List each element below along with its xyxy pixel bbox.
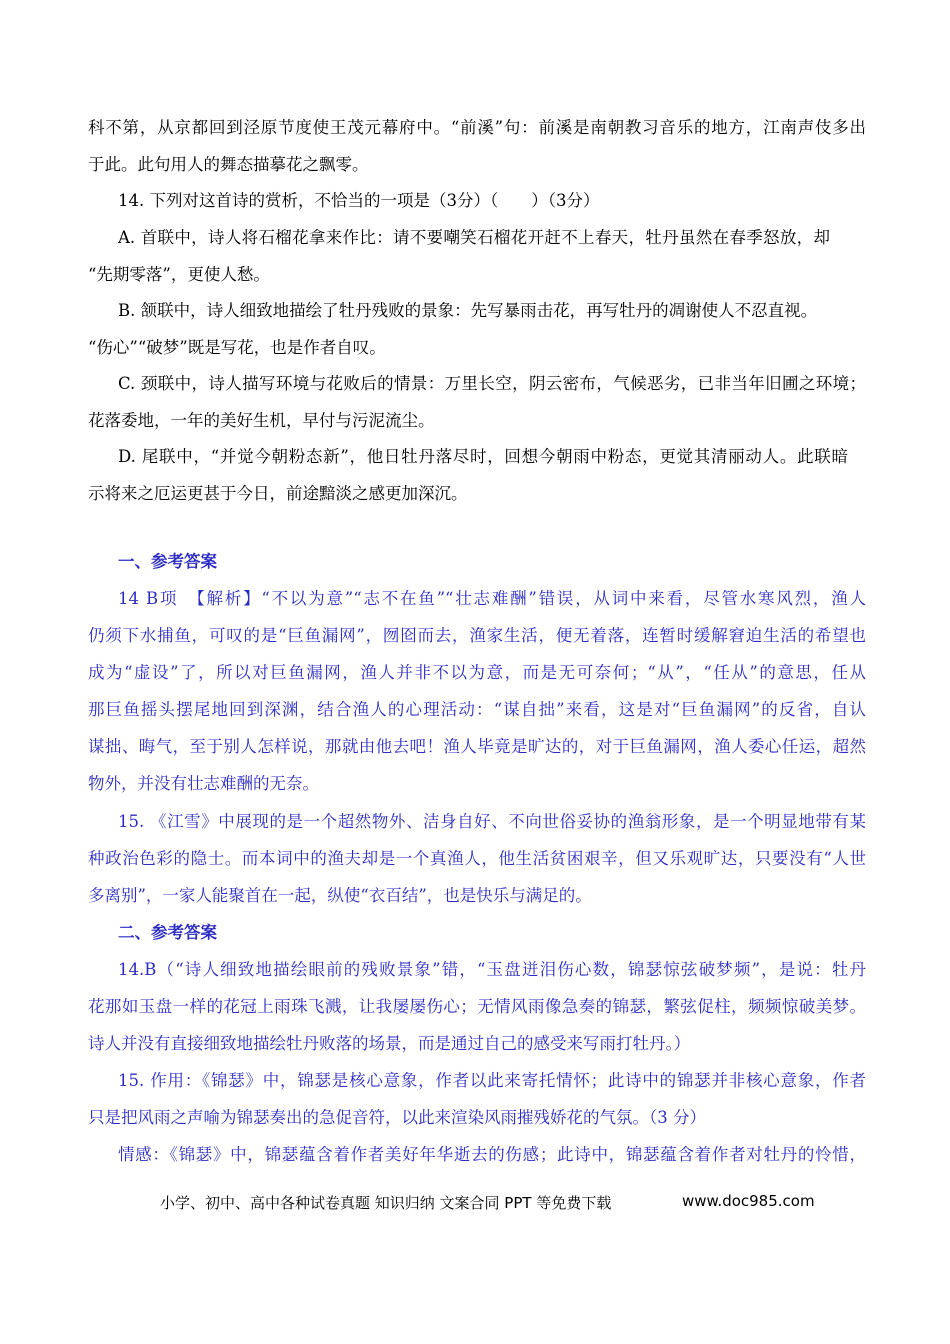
answer1-line: 多离别”，一家人能聚首在一起，纵使“衣百结”，也是快乐与满足的。 — [88, 886, 592, 905]
option-b-line: B. 颔联中，诗人细致地描绘了牡丹残败的景象：先写暴雨击花，再写牡丹的凋谢使人不忍直视。 — [118, 301, 818, 320]
page-footer — [160, 1192, 815, 1216]
answer1-line: 种政治色彩的隐士。而本词中的渔夫却是一个真渔人，他生活贫困艰辛，但又乐观旷达，只要没有“人世 — [88, 849, 866, 868]
answer1-line: 谋拙、晦气，至于别人怎样说，那就由他去吧！渔人毕竟是旷达的，对于巨鱼漏网，渔人委心任运，超然 — [88, 737, 866, 756]
answer1-line: 仍须下水捕鱼，可叹的是“巨鱼漏网”，囫囵而去，渔家生活，便无着落，连暂时缓解窘迫生活的希望也 — [88, 626, 866, 645]
option-d-line: D. 尾联中，“并觉今朝粉态新”，他日牡丹落尽时，回想今朝雨中粉态，更觉其清丽动人。此联暗 — [118, 447, 848, 466]
question-14-stem: 14. 下列对这首诗的赏析，不恰当的一项是（3分）（ ）（3分） — [118, 191, 600, 210]
answer2-line: 情感：《锦瑟》中，锦瑟蕴含着作者美好年华逝去的伤感；此诗中，锦瑟蕴含着作者对牡丹的怜惜， — [118, 1145, 866, 1164]
answer1-line: 物外，并没有壮志难酬的无奈。 — [88, 774, 319, 793]
footer-url-link[interactable]: www.doc985.com — [682, 1192, 815, 1210]
answer2-line: 诗人并没有直接细致地描绘牡丹败落的场景，而是通过自己的感受来写雨打牡丹。） — [88, 1034, 691, 1053]
answer1-line: 14 B项 【解析】“不以为意”“志不在鱼”“壮志难酬”错误，从词中来看，尽管水寒风烈，渔人 — [118, 589, 866, 608]
answer2-line: 花那如玉盘一样的花冠上雨珠飞溅，让我屡屡伤心；无情风雨像急奏的锦瑟，繁弦促柱，频频惊破美梦。 — [88, 997, 866, 1016]
option-b-line: “伤心”“破梦”既是写花，也是作者自叹。 — [88, 338, 386, 357]
answer2-line: 14.B（“诗人细致地描绘眼前的残败景象”错，“玉盘迸泪伤心数，锦瑟惊弦破梦频”，是说：牡丹 — [118, 960, 866, 979]
answer2-line: 15. 作用：《锦瑟》中，锦瑟是核心意象，作者以此来寄托情怀；此诗中的锦瑟并非核心意象，作者 — [118, 1071, 866, 1090]
option-a-line: A. 首联中，诗人将石榴花拿来作比：请不要嘲笑石榴花开赶不上春天，牡丹虽然在春季怒放，却 — [118, 228, 830, 247]
answer1-line: 那巨鱼摇头摆尾地回到深渊，结合渔人的心理活动：“谋自拙”来看，这是对“巨鱼漏网”的反省，自认 — [88, 700, 866, 719]
option-d-line: 示将来之厄运更甚于今日，前途黯淡之感更加深沉。 — [88, 484, 468, 503]
answer-heading-1: 一、参考答案 — [118, 552, 217, 571]
question-line: 科不第，从京都回到泾原节度使王茂元幕府中。“前溪”句：前溪是南朝教习音乐的地方，江南声伎多出 — [88, 118, 866, 137]
footer-text: 小学、初中、高中各种试卷真题 知识归纳 文案合同 PPT 等免费下载 — [160, 1194, 612, 1212]
answer2-line: 只是把风雨之声喻为锦瑟奏出的急促音符，以此来渲染风雨摧残娇花的气氛。（3 分） — [88, 1108, 706, 1127]
answer1-line: 15. 《江雪》中展现的是一个超然物外、洁身自好、不向世俗妥协的渔翁形象，是一个明显地带有某 — [118, 812, 866, 831]
option-c-line: C. 颈联中，诗人描写环境与花败后的情景：万里长空，阴云密布，气候恶劣，已非当年旧圃之环境； — [118, 374, 866, 393]
question-line: 于此。此句用人的舞态描摹花之飘零。 — [88, 155, 369, 174]
answer1-line: 成为“虚设”了，所以对巨鱼漏网，渔人并非不以为意，而是无可奈何；“从”，“任从”的意思，任从 — [88, 663, 866, 682]
option-a-line: “先期零落”，更使人愁。 — [88, 265, 270, 284]
option-c-line: 花落委地，一年的美好生机，早付与污泥流尘。 — [88, 411, 435, 430]
answer-heading-2: 二、参考答案 — [118, 923, 217, 942]
